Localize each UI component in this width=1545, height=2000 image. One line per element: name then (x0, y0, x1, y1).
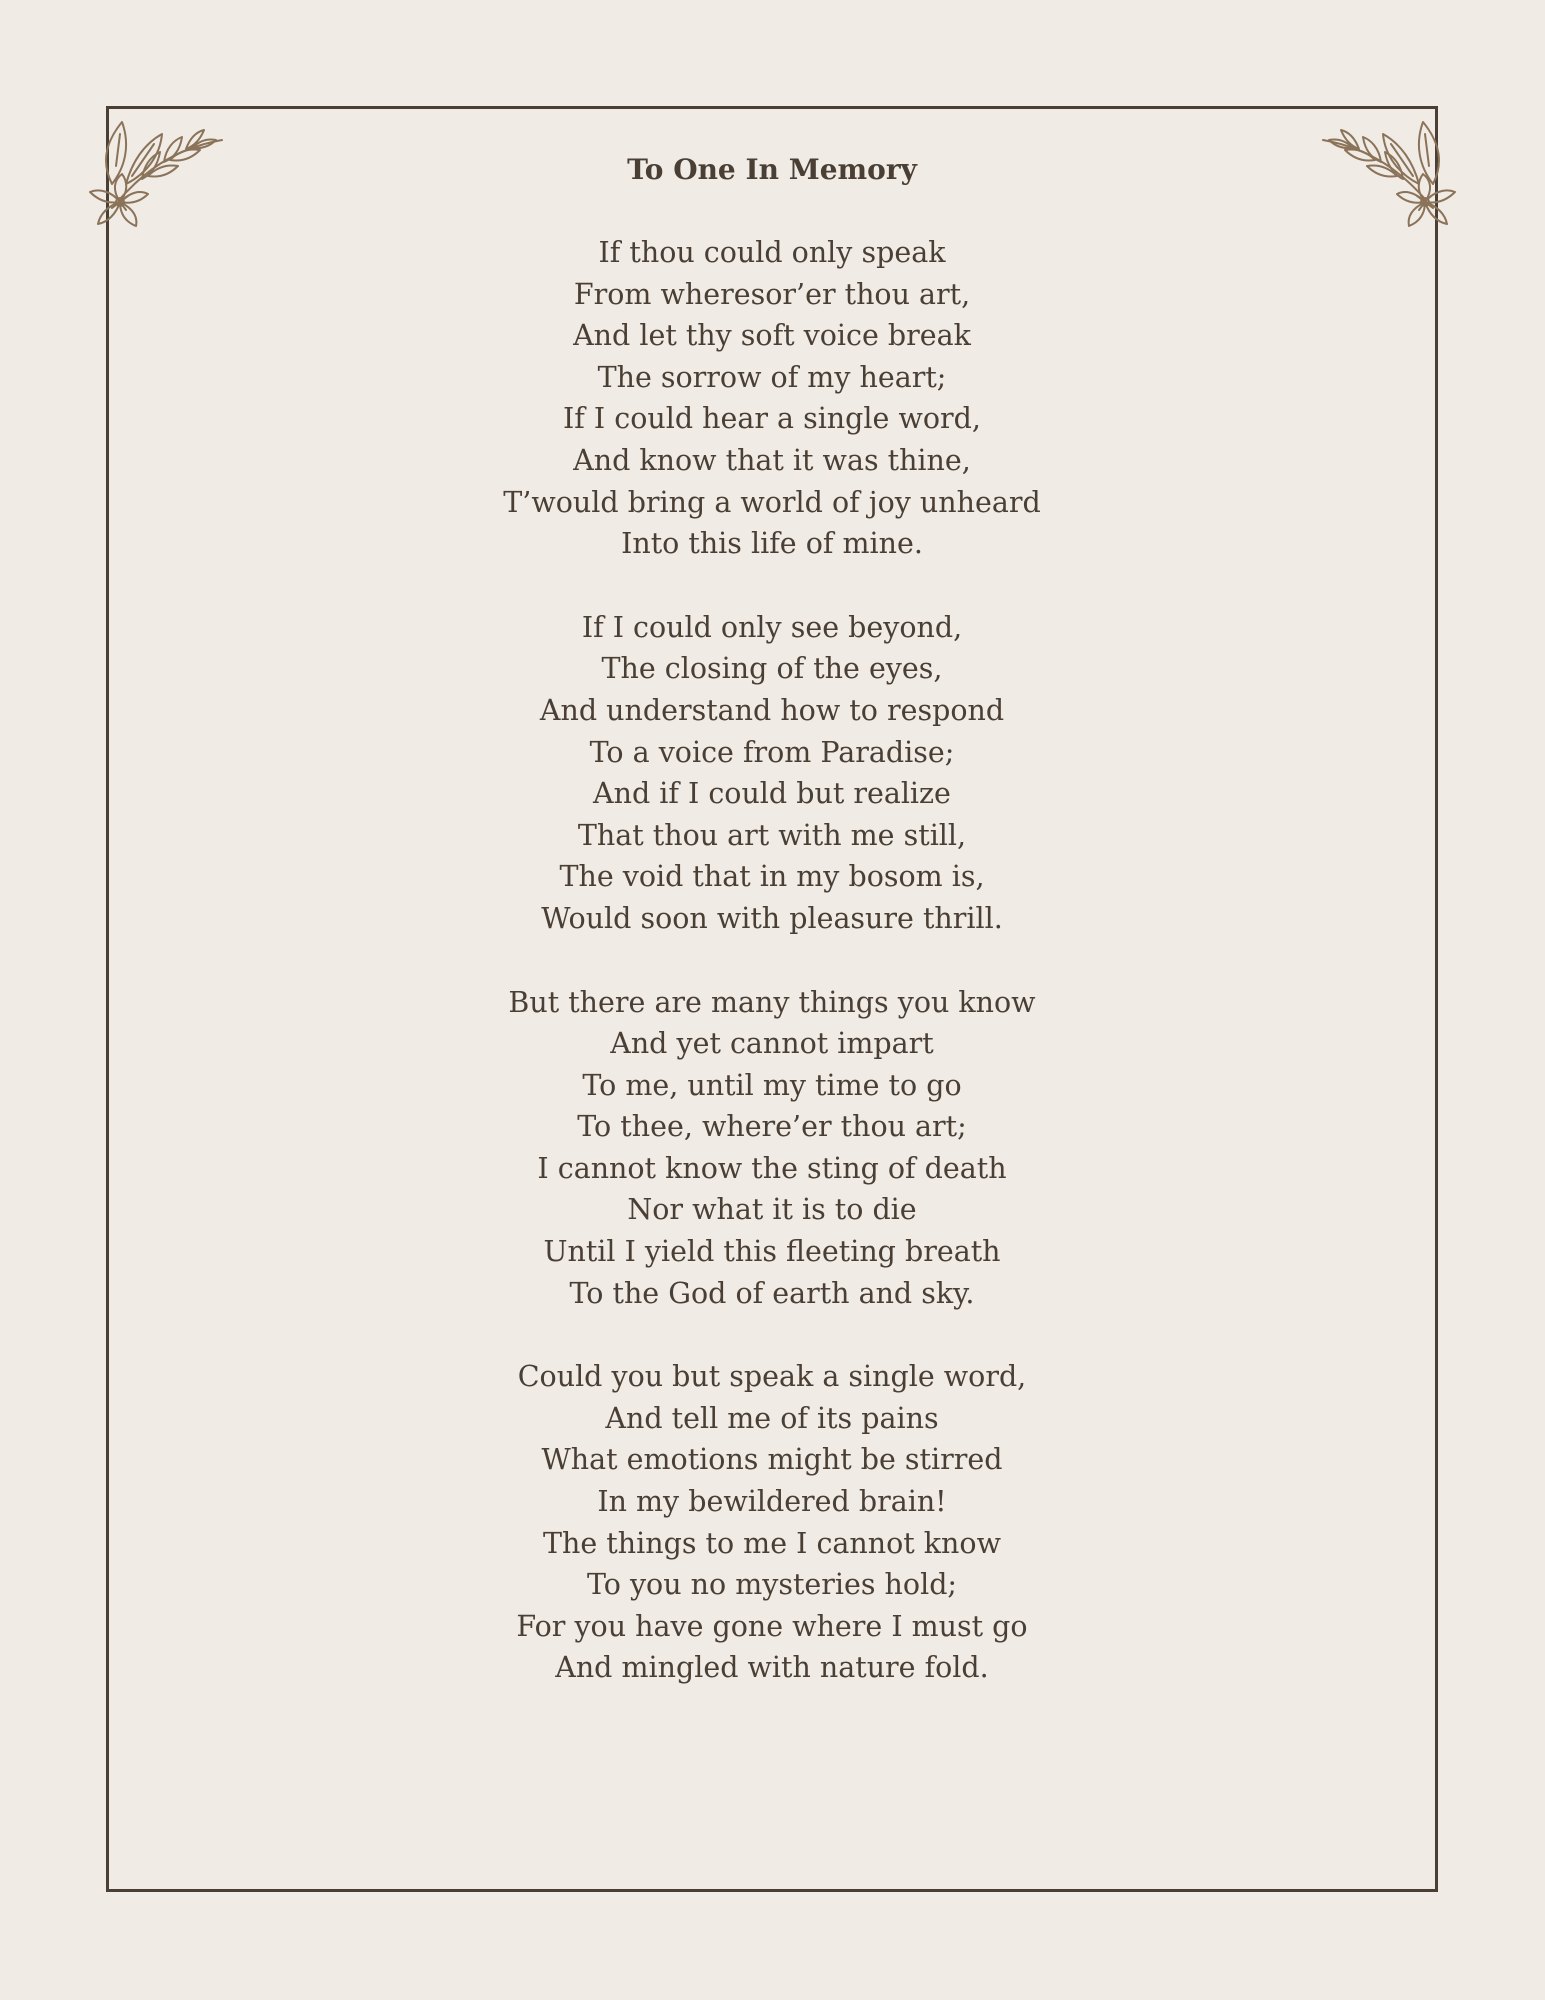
poem-line: And if I could but realize (593, 777, 951, 811)
poem-line: To me, until my time to go (582, 1068, 962, 1102)
poem-line: T’would bring a world of joy unheard (503, 485, 1041, 519)
poem-title: To One In Memory (627, 153, 917, 186)
poem-line: The sorrow of my heart; (597, 360, 947, 394)
poem-line: And mingled with nature fold. (555, 1651, 989, 1685)
poem-line: Would soon with pleasure thrill. (541, 901, 1003, 935)
poem-line: To thee, where’er thou art; (577, 1110, 967, 1144)
stanza (106, 232, 1438, 565)
poem-line: To you no mysteries hold; (586, 1568, 958, 1602)
poem-line: Into this life of mine. (621, 527, 923, 561)
poem-line: To the God of earth and sky. (569, 1276, 975, 1310)
poem-line: And yet cannot impart (610, 1027, 934, 1061)
poem-line: And understand how to respond (539, 693, 1005, 727)
poem-line: That thou art with me still, (577, 818, 967, 852)
poem-line: But there are many things you know (508, 985, 1036, 1019)
poem-line: What emotions might be stirred (541, 1443, 1003, 1477)
poem-line: Nor what it is to die (627, 1193, 917, 1227)
poem-line: To a voice from Paradise; (589, 735, 955, 769)
poem-line: For you have gone where I must go (516, 1609, 1028, 1643)
poem-line: And know that it was thine, (573, 443, 971, 477)
stanza (106, 607, 1438, 940)
stanza (106, 1356, 1438, 1689)
poem-line: Until I yield this fleeting breath (543, 1235, 1001, 1269)
poem-line: And tell me of its pains (605, 1401, 939, 1435)
poem (106, 150, 1438, 1731)
poem-line: If thou could only speak (598, 236, 946, 269)
poem-line: The things to me I cannot know (543, 1526, 1001, 1560)
poem-line: And let thy soft voice break (573, 319, 971, 353)
poem-line: I cannot know the sting of death (537, 1151, 1007, 1185)
poem-line: If I could only see beyond, (581, 610, 963, 644)
poem-line: The void that in my bosom is, (559, 860, 985, 894)
poem-line: Could you but speak a single word, (517, 1360, 1027, 1394)
poem-line: The closing of the eyes, (601, 652, 943, 686)
poem-line: From wheresor’er thou art, (573, 277, 971, 311)
stanza (106, 982, 1438, 1315)
poem-line: In my bewildered brain! (597, 1485, 947, 1519)
poem-line: If I could hear a single word, (563, 402, 981, 436)
